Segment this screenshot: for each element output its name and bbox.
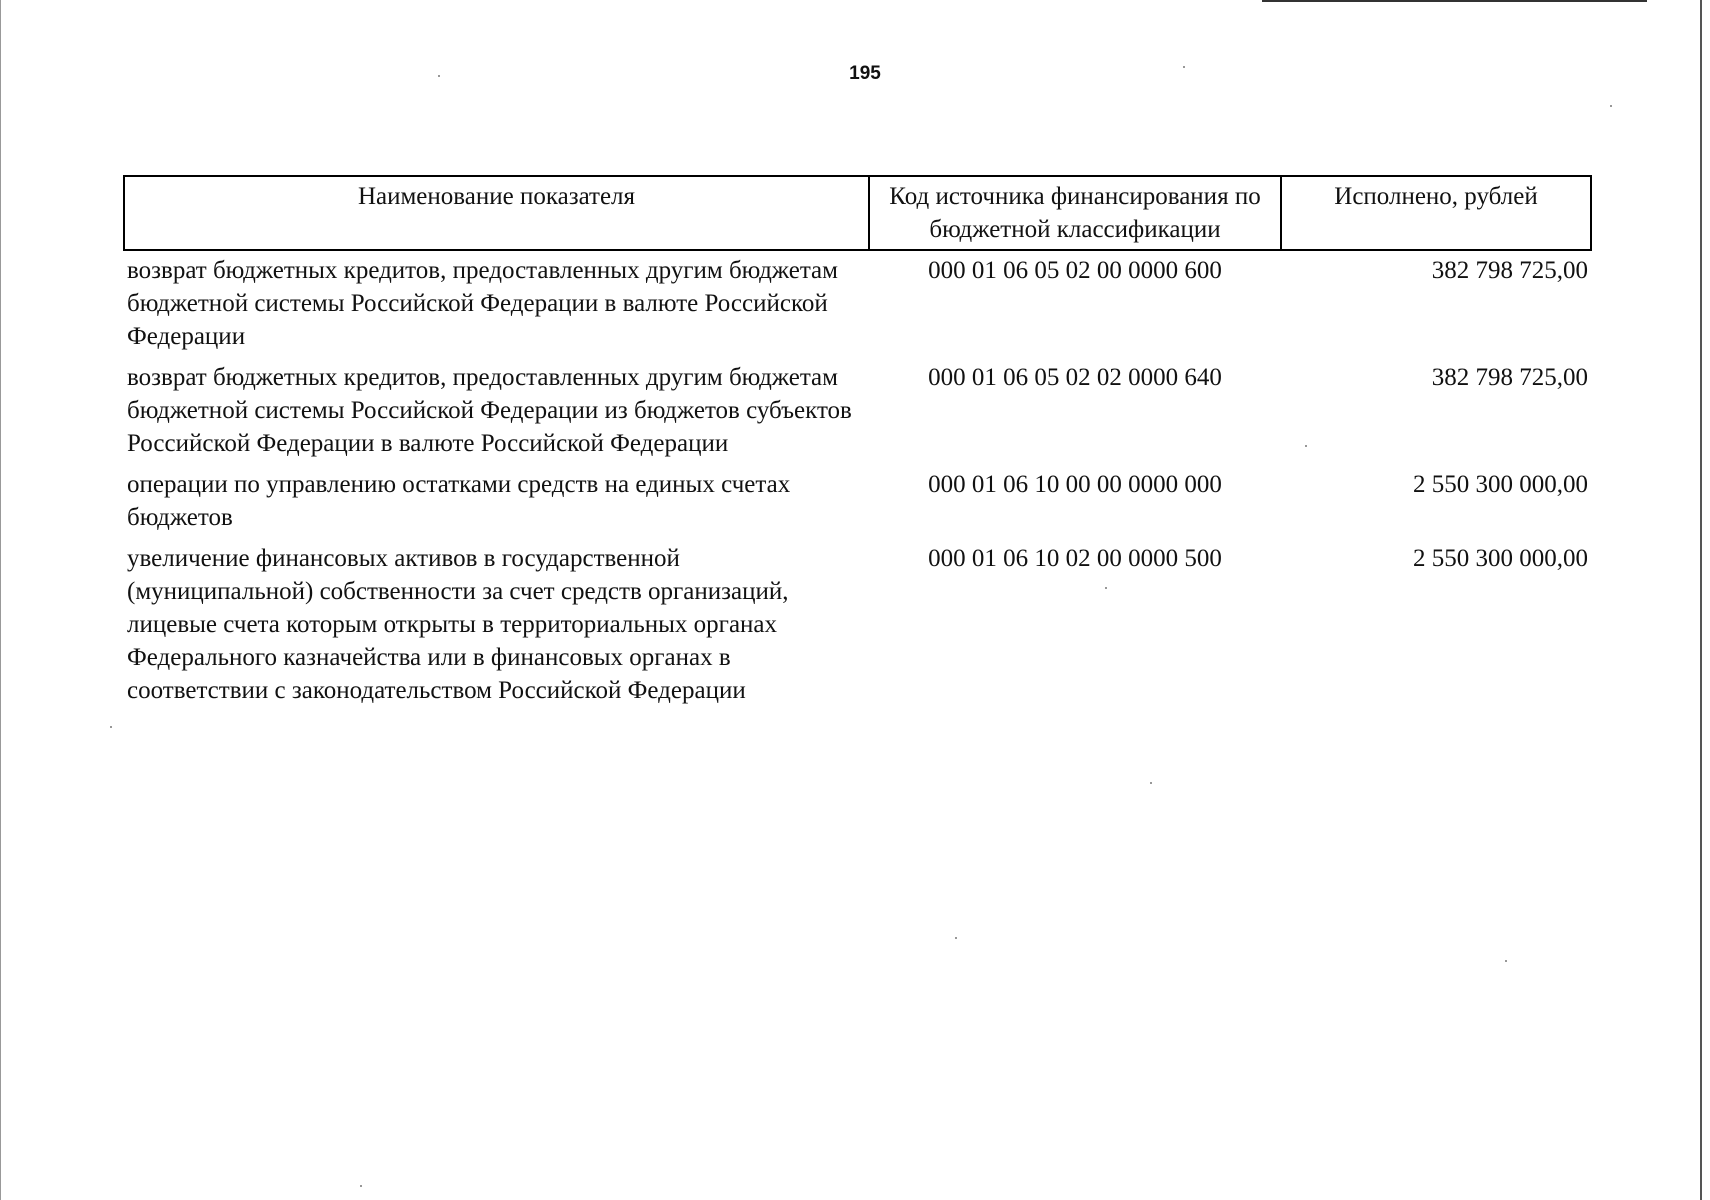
header-indicator-name: Наименование показателя: [124, 176, 869, 250]
table-row: [124, 466, 1591, 540]
row-indicator-name: операции по управлению остатками средств на единых счетах бюджетов: [127, 471, 791, 531]
row-indicator-name: увеличение финансовых активов в государственной (муниципальной) собственности за счет средств организаций, лицевые счета которым открыты в территориальных органах Федерального казначейства или в финансовых органах в соответствии с законодательством Российской Федерации: [127, 545, 789, 704]
table-header-row: [124, 176, 1591, 250]
row-executed-amount: 382 798 725,00: [1431, 364, 1588, 391]
row-executed-amount: 2 550 300 000,00: [1413, 545, 1588, 572]
budget-sources-table: [123, 175, 1592, 713]
scan-speck: [1183, 66, 1185, 68]
row-source-code: 000 01 06 05 02 00 0000 600: [928, 257, 1222, 284]
row-executed-amount: 382 798 725,00: [1431, 257, 1588, 284]
scan-speck: [438, 75, 440, 77]
row-source-code: 000 01 06 10 02 00 0000 500: [928, 545, 1222, 572]
scan-left-edge: [0, 0, 1, 1200]
scan-speck: [1105, 587, 1107, 589]
table-row: [124, 359, 1591, 466]
scan-top-rule: [1262, 0, 1647, 2]
scan-speck: [955, 937, 957, 939]
header-source-code: Код источника финансирования по бюджетной классификации: [869, 176, 1281, 250]
scan-speck: [1505, 960, 1507, 962]
scan-right-edge: [1700, 0, 1702, 1200]
table-row: [124, 540, 1591, 713]
row-source-code: 000 01 06 05 02 02 0000 640: [928, 364, 1222, 391]
row-indicator-name: возврат бюджетных кредитов, предоставленных другим бюджетам бюджетной системы Российской Федерации из бюджетов субъектов Российской Федерации в валюте Российской Федерации: [127, 364, 852, 457]
table-row: [124, 250, 1591, 359]
row-indicator-name: возврат бюджетных кредитов, предоставленных другим бюджетам бюджетной системы Российской Федерации в валюте Российской Федерации: [127, 257, 838, 350]
scan-speck: [360, 1185, 362, 1187]
row-executed-amount: 2 550 300 000,00: [1413, 471, 1588, 498]
scan-speck: [110, 726, 112, 728]
scan-speck: [1305, 445, 1307, 447]
page-number: 195: [849, 63, 881, 84]
header-executed-amount: Исполнено, рублей: [1281, 176, 1591, 250]
scan-speck: [1150, 782, 1152, 784]
scan-speck: [1610, 105, 1612, 107]
row-source-code: 000 01 06 10 00 00 0000 000: [928, 471, 1222, 498]
